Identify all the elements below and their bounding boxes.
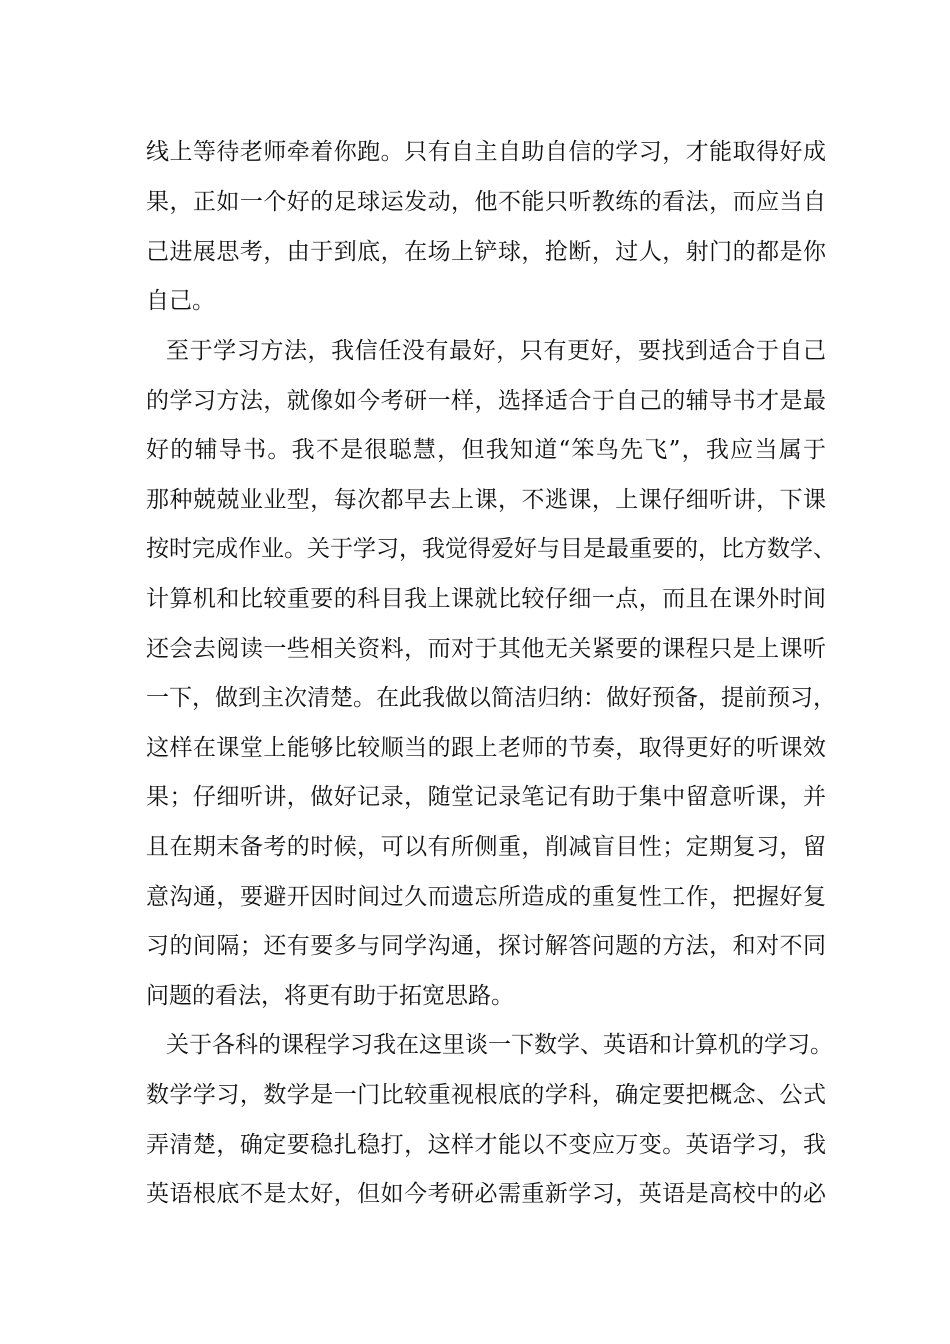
paragraph-first-line: 关于各科的课程学习我在这里谈一下数学、英语和计算机的学习。 <box>166 1032 833 1058</box>
text-line: 习的间隔；还有要多与同学沟通，探讨解答问题的方法，和对不同 <box>146 933 826 959</box>
text-line: 弄清楚，确定要稳扎稳打，这样才能以不变应万变。英语学习，我 <box>146 1132 826 1158</box>
text-line: 一下，做到主次清楚。在此我做以简洁归纳：做好预备，提前预习， <box>146 685 836 711</box>
text-line: 这样在课堂上能够比较顺当的跟上老师的节奏，取得更好的听课效 <box>146 735 826 761</box>
text-line: 己进展思考，由于到底，在场上铲球，抢断，过人，射门的都是你 <box>146 239 826 265</box>
text-line: 果，正如一个好的足球运发动，他不能只听教练的看法，而应当自 <box>146 189 826 215</box>
text-line: 问题的看法，将更有助于拓宽思路。 <box>146 983 514 1009</box>
text-line: 按时完成作业。关于学习，我觉得爱好与目是最重要的，比方数学、 <box>146 536 836 562</box>
paragraph-first-line: 至于学习方法，我信任没有最好，只有更好，要找到适合于自己 <box>166 338 826 364</box>
text-line: 的学习方法，就像如今考研一样，选择适合于自己的辅导书才是最 <box>146 388 826 414</box>
text-line: 果；仔细听讲，做好记录，随堂记录笔记有助于集中留意听课，并 <box>146 784 826 810</box>
text-line: 好的辅导书。我不是很聪慧，但我知道“笨鸟先飞”，我应当属于 <box>146 437 826 463</box>
text-line: 那种兢兢业业型，每次都早去上课，不逃课，上课仔细听讲，下课 <box>146 487 826 513</box>
text-line: 意沟通，要避开因时间过久而遗忘所造成的重复性工作，把握好复 <box>146 884 826 910</box>
text-line: 线上等待老师牵着你跑。只有自主自助自信的学习，才能取得好成 <box>146 139 826 165</box>
text-line: 自己。 <box>146 288 215 314</box>
text-line: 数学学习，数学是一门比较重视根底的学科，确定要把概念、公式 <box>146 1082 826 1108</box>
text-line: 英语根底不是太好，但如今考研必需重新学习，英语是高校中的必 <box>146 1181 826 1207</box>
text-line: 计算机和比较重要的科目我上课就比较仔细一点，而且在课外时间 <box>146 586 826 612</box>
text-line: 还会去阅读一些相关资料，而对于其他无关紧要的课程只是上课听 <box>146 636 826 662</box>
text-line: 且在期末备考的时候，可以有所侧重，削减盲目性；定期复习，留 <box>146 834 826 860</box>
